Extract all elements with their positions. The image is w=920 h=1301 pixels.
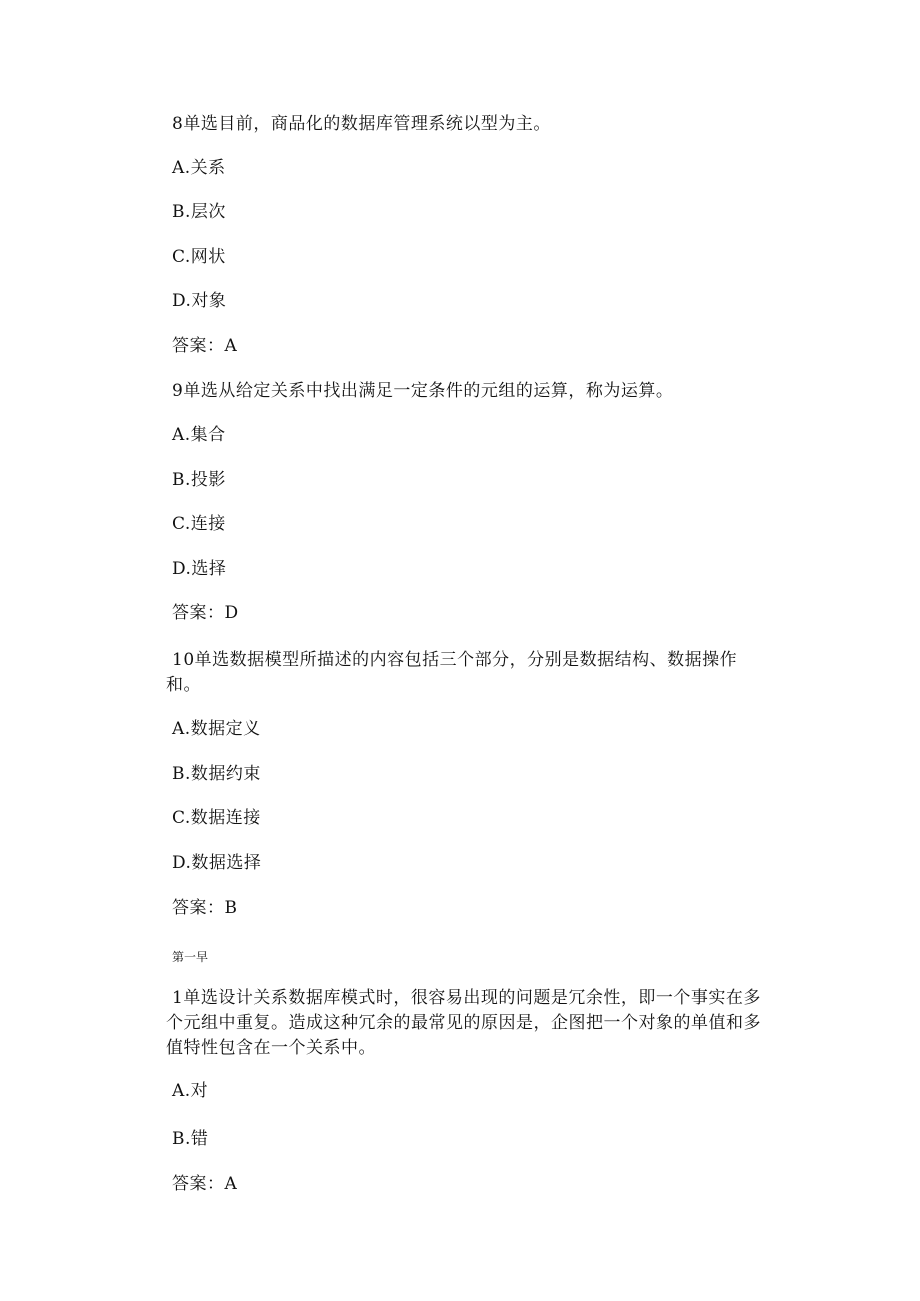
- question-9-option-c: C.连接: [172, 514, 226, 534]
- question-8-stem: 8单选目前，商品化的数据库管理系统以型为主。: [172, 114, 551, 134]
- section-question-1-answer: 答案：A: [172, 1174, 238, 1194]
- question-9-option-a: A.集合: [172, 425, 226, 445]
- question-8-option-b: B.层次: [172, 202, 226, 222]
- question-10-answer: 答案：B: [172, 898, 238, 918]
- question-10-option-d: D.数据选择: [172, 853, 262, 873]
- question-8-option-c: C.网状: [172, 247, 226, 267]
- section-question-1-stem: 1单选设计关系数据库模式时，很容易出现的问题是冗余性，即一个事实在多个元组中重复。造成这种冗余的最常见的原因是，企图把一个对象的单值和多值特性包含在一个关系中。: [166, 988, 761, 1058]
- question-9-option-b: B.投影: [172, 470, 226, 490]
- question-10-stem: 10单选数据模型所描述的内容包括三个部分，分别是数据结构、数据操作和。: [166, 650, 738, 695]
- question-8-answer: 答案：A: [172, 336, 238, 356]
- section-question-1-option-b: B.错: [172, 1129, 209, 1149]
- question-9-stem: 9单选从给定关系中找出满足一定条件的元组的运算，称为运算。: [172, 381, 674, 401]
- section-heading: 第一早: [172, 950, 209, 964]
- question-8-option-d: D.对象: [172, 291, 227, 311]
- question-9-answer: 答案：D: [172, 603, 239, 623]
- question-10-option-c: C.数据连接: [172, 808, 261, 828]
- section-question-1-option-a: A.对: [172, 1081, 209, 1101]
- question-8-option-a: A.关系: [172, 158, 226, 178]
- question-10-option-b: B.数据约束: [172, 764, 261, 784]
- question-9-option-d: D.选择: [172, 559, 227, 579]
- question-10-option-a: A.数据定义: [172, 719, 261, 739]
